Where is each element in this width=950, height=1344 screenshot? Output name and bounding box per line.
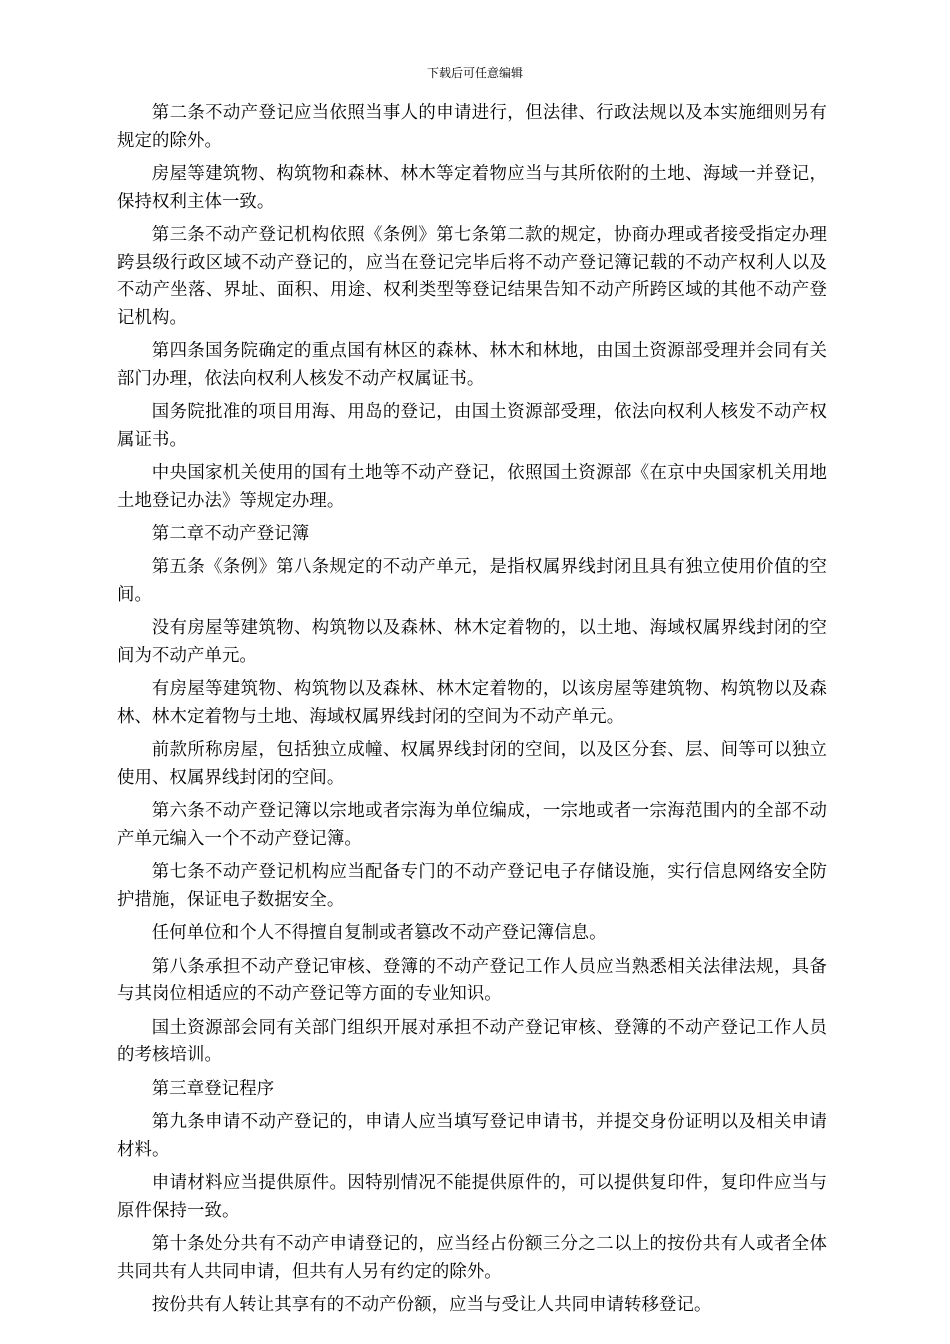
paragraph: 国土资源部会同有关部门组织开展对承担不动产登记审核、登簿的不动产登记工作人员的考核培训。 <box>117 1017 827 1066</box>
paragraph: 房屋等建筑物、构筑物和森林、林木等定着物应当与其所依附的土地、海域一并登记，保持权利主体一致。 <box>117 163 827 212</box>
paragraph: 第三条不动产登记机构依照《条例》第七条第二款的规定，协商办理或者接受指定办理跨县级行政区域不动产登记的，应当在登记完毕后将不动产登记簿记载的不动产权利人以及不动产坐落、界址、面积、用途、权利类型等登记结果告知不动产所跨区域的其他不动产登记机构。 <box>117 224 827 328</box>
paragraph: 按份共有人转让其享有的不动产份额，应当与受让人共同申请转移登记。 <box>151 1295 712 1316</box>
paragraph: 第二条不动产登记应当依照当事人的申请进行，但法律、行政法规以及本实施细则另有规定的除外。 <box>117 103 827 151</box>
paragraph: 第五条《条例》第八条规定的不动产单元，是指权属界线封闭且具有独立使用价值的空间。 <box>117 557 827 606</box>
paragraph: 没有房屋等建筑物、构筑物以及森林、林木定着物的，以土地、海域权属界线封闭的空间为不动产单元。 <box>117 618 827 667</box>
paragraph: 第八条承担不动产登记审核、登簿的不动产登记工作人员应当熟悉相关法律法规，具备与其岗位相适应的不动产登记等方面的专业知识。 <box>117 956 827 1005</box>
chapter-heading: 第二章不动产登记簿 <box>151 524 310 545</box>
chapter-heading: 第三章登记程序 <box>151 1078 275 1099</box>
paragraph: 前款所称房屋，包括独立成幢、权属界线封闭的空间，以及区分套、层、间等可以独立使用、权属界线封闭的空间。 <box>117 740 827 789</box>
paragraph: 中央国家机关使用的国有土地等不动产登记，依照国土资源部《在京中央国家机关用地土地登记办法》等规定办理。 <box>117 463 827 511</box>
paragraph: 国务院批准的项目用海、用岛的登记，由国土资源部受理，依法向权利人核发不动产权属证书。 <box>117 402 827 450</box>
document-body <box>117 100 827 1325</box>
paragraph: 申请材料应当提供原件。因特别情况不能提供原件的，可以提供复印件，复印件应当与原件保持一致。 <box>117 1173 827 1221</box>
paragraph: 第四条国务院确定的重点国有林区的森林、林木和林地，由国土资源部受理并会同有关部门办理，依法向权利人核发不动产权属证书。 <box>117 341 827 389</box>
paragraph: 有房屋等建筑物、构筑物以及森林、林木定着物的，以该房屋等建筑物、构筑物以及森林、林木定着物与土地、海域权属界线封闭的空间为不动产单元。 <box>117 679 827 728</box>
paragraph: 第六条不动产登记簿以宗地或者宗海为单位编成，一宗地或者一宗海范围内的全部不动产单元编入一个不动产登记簿。 <box>117 801 827 850</box>
page-header-note: 下载后可任意编辑 <box>426 66 523 80</box>
paragraph: 第七条不动产登记机构应当配备专门的不动产登记电子存储设施，实行信息网络安全防护措施，保证电子数据安全。 <box>117 862 827 910</box>
paragraph: 第十条处分共有不动产申请登记的，应当经占份额三分之二以上的按份共有人或者全体共同共有人共同申请，但共有人另有约定的除外。 <box>117 1234 827 1282</box>
paragraph: 第九条申请不动产登记的，申请人应当填写登记申请书，并提交身份证明以及相关申请材料。 <box>117 1112 827 1160</box>
paragraph: 任何单位和个人不得擅自复制或者篡改不动产登记簿信息。 <box>151 923 607 944</box>
